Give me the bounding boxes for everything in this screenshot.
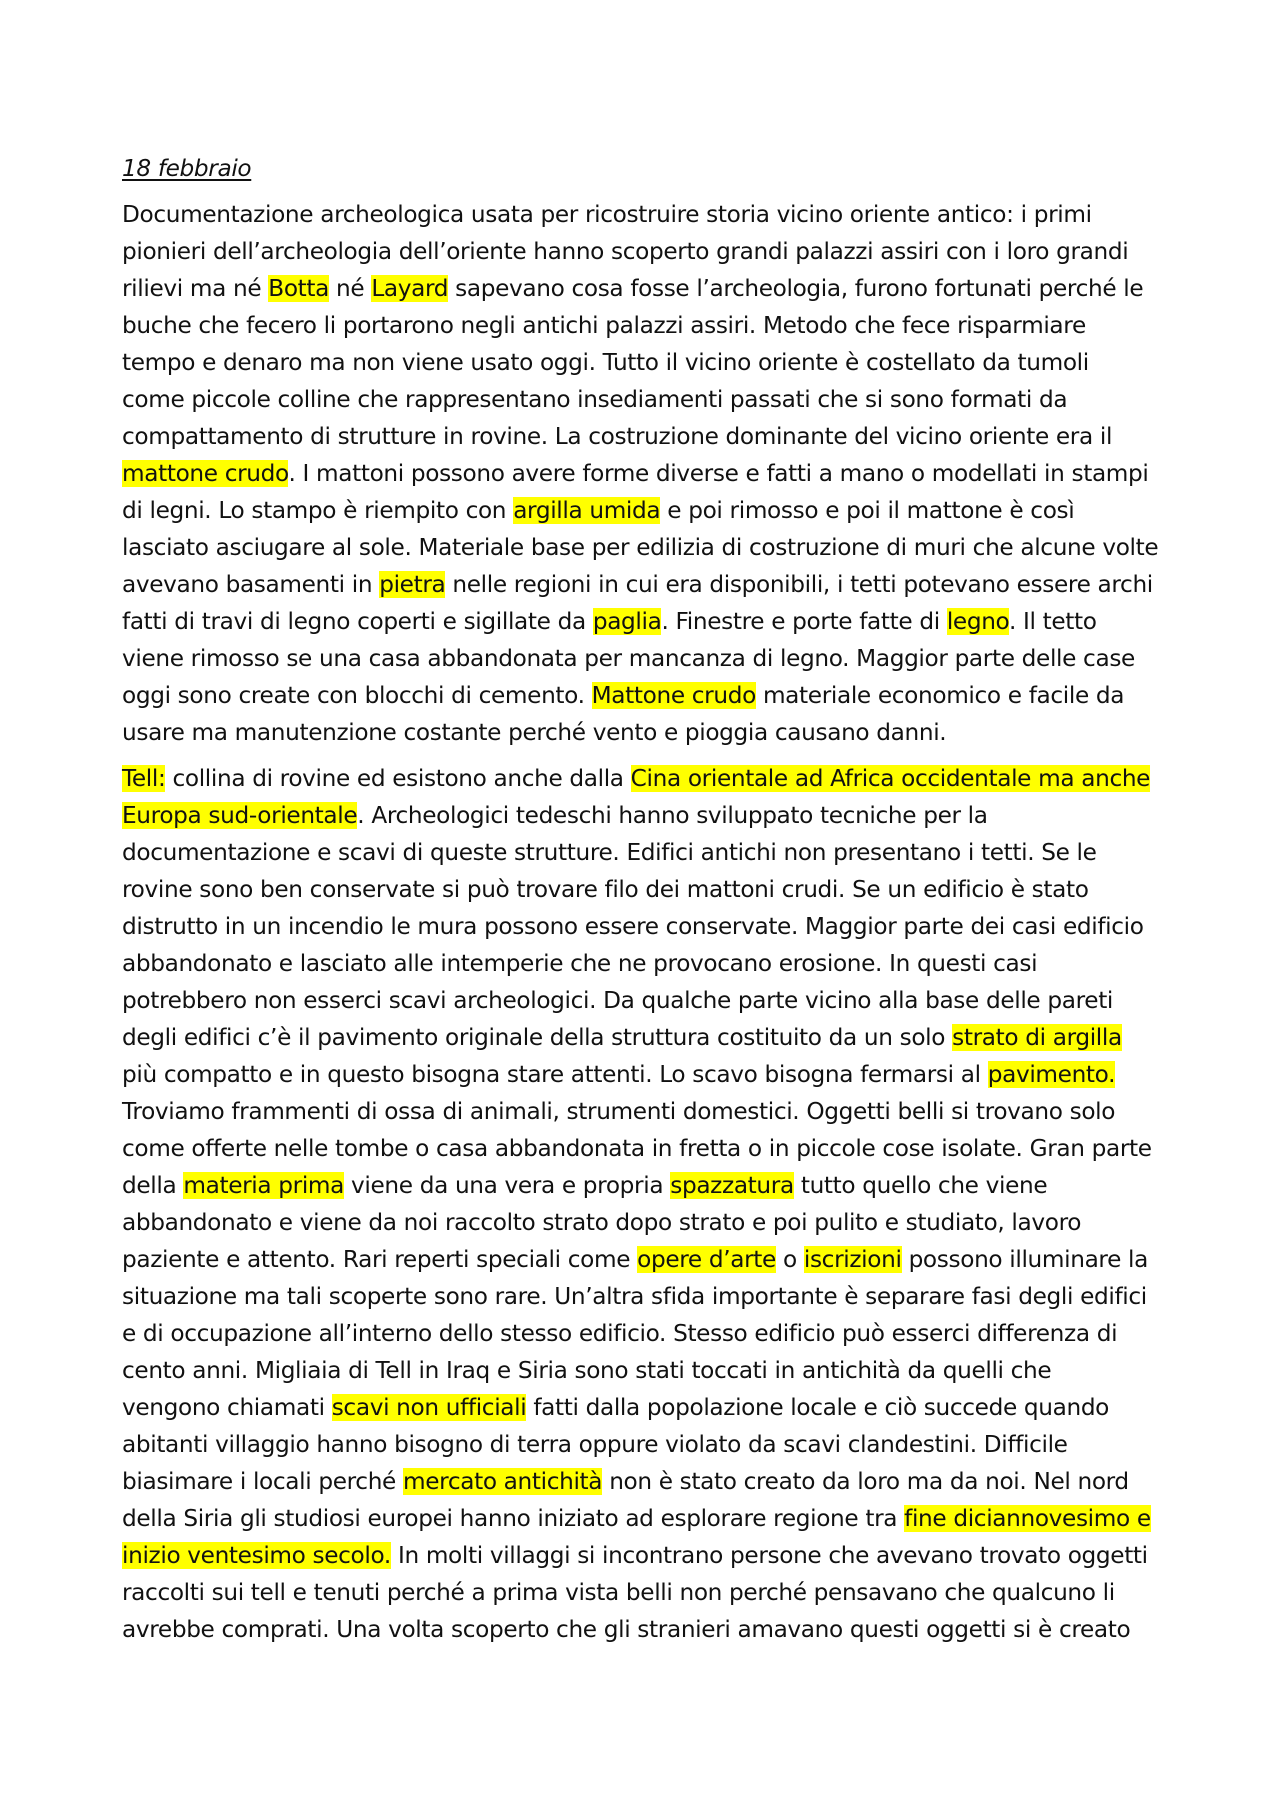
text-segment: viene da una vera e propria <box>344 1172 671 1199</box>
text-line <box>122 603 1172 640</box>
text-segment: possono illuminare la <box>901 1246 1148 1273</box>
text-segment: avevano basamenti in <box>122 571 380 598</box>
text-line <box>122 381 1172 418</box>
text-segment: degli edifici c’è il pavimento originale della struttura costituito da un solo <box>122 1024 953 1051</box>
text-segment: usare ma manutenzione costante perché vento e pioggia causano danni. <box>122 719 947 746</box>
text-segment: Documentazione archeologica usata per ricostruire storia vicino oriente antico: i primi <box>122 201 1092 228</box>
text-line <box>122 1241 1172 1278</box>
text-segment: biasimare i locali perché <box>122 1468 403 1495</box>
text-line <box>122 1093 1172 1130</box>
text-segment: viene rimosso se una casa abbandonata per mancanza di legno. Maggior parte delle case <box>122 645 1135 672</box>
highlighted-text: strato di argilla <box>952 1024 1122 1051</box>
text-segment: tutto quello che viene <box>793 1172 1048 1199</box>
text-segment: di legni. Lo stampo è riempito con <box>122 497 514 524</box>
text-segment: nelle regioni in cui era disponibili, i tetti potevano essere archi <box>445 571 1153 598</box>
paragraph <box>122 196 1172 751</box>
text-segment: rilievi ma né <box>122 275 269 302</box>
text-segment: fatti di travi di legno coperti e sigillate da <box>122 608 593 635</box>
paragraph <box>122 760 1172 1648</box>
text-line <box>122 945 1172 982</box>
highlighted-text: spazzatura <box>670 1172 794 1199</box>
text-segment: vengono chiamati <box>122 1394 332 1421</box>
text-segment: . I mattoni possono avere forme diverse e fatti a mano o modellati in stampi <box>288 460 1149 487</box>
text-segment: abbandonato e lasciato alle intemperie che ne provocano erosione. In questi casi <box>122 950 1038 977</box>
highlighted-text: legno <box>946 608 1009 635</box>
highlighted-text: pietra <box>379 571 446 598</box>
text-line <box>122 640 1172 677</box>
text-segment: come offerte nelle tombe o casa abbandonata in fretta o in piccole cose isolate. Gran parte <box>122 1135 1152 1162</box>
text-segment: Troviamo frammenti di ossa di animali, strumenti domestici. Oggetti belli si trovano solo <box>122 1098 1116 1125</box>
text-segment: cento anni. Migliaia di Tell in Iraq e Siria sono stati toccati in antichità da quelli che <box>122 1357 1052 1384</box>
text-line <box>122 1463 1172 1500</box>
highlighted-text: iscrizioni <box>803 1246 902 1273</box>
text-line <box>122 1611 1172 1648</box>
highlighted-text: mattone crudo <box>122 460 289 487</box>
highlighted-text: materia prima <box>183 1172 345 1199</box>
text-line <box>122 1315 1172 1352</box>
text-line <box>122 1574 1172 1611</box>
text-segment: rovine sono ben conservate si può trovare filo dei mattoni crudi. Se un edificio è stato <box>122 876 1089 903</box>
highlighted-text: pavimento. <box>987 1061 1116 1088</box>
highlighted-text: Mattone crudo <box>591 682 756 709</box>
highlighted-text: argilla umida <box>513 497 661 524</box>
text-segment: o <box>775 1246 804 1273</box>
text-line <box>122 871 1172 908</box>
text-segment: pionieri dell’archeologia dell’oriente hanno scoperto grandi palazzi assiri con i loro grandi <box>122 238 1129 265</box>
document-body <box>122 150 1172 1657</box>
text-segment: distrutto in un incendio le mura possono essere conservate. Maggior parte dei casi edificio <box>122 913 1144 940</box>
highlighted-text: Cina orientale ad Africa occidentale ma anche <box>630 765 1151 792</box>
text-segment: abitanti villaggio hanno bisogno di terra oppure violato da scavi clandestini. Difficile <box>122 1431 1068 1458</box>
text-line <box>122 982 1172 1019</box>
text-segment: . Archeologici tedeschi hanno sviluppato tecniche per la <box>357 802 988 829</box>
text-line <box>122 714 1172 751</box>
paragraphs-container <box>122 196 1172 1648</box>
highlighted-text: fine diciannovesimo e <box>904 1505 1151 1532</box>
highlighted-text: Europa sud-orientale <box>122 802 358 829</box>
highlighted-text: paglia <box>592 608 662 635</box>
text-segment: come piccole colline che rappresentano insediamenti passati che si sono formati da <box>122 386 1068 413</box>
highlighted-text: Botta <box>268 275 330 302</box>
text-line <box>122 1426 1172 1463</box>
text-line <box>122 344 1172 381</box>
text-line <box>122 1500 1172 1537</box>
text-segment: né <box>329 275 372 302</box>
text-line <box>122 797 1172 834</box>
text-segment: sapevano cosa fosse l’archeologia, furono fortunati perché le <box>448 275 1144 302</box>
text-line <box>122 566 1172 603</box>
text-line <box>122 307 1172 344</box>
text-line <box>122 834 1172 871</box>
text-line <box>122 760 1172 797</box>
text-segment: paziente e attento. Rari reperti speciali come <box>122 1246 638 1273</box>
text-line <box>122 1167 1172 1204</box>
text-line <box>122 677 1172 714</box>
text-line <box>122 418 1172 455</box>
text-segment: avrebbe comprati. Una volta scoperto che gli stranieri amavano questi oggetti si è creato <box>122 1616 1131 1643</box>
text-segment: e poi rimosso e poi il mattone è così <box>660 497 1075 524</box>
text-line <box>122 908 1172 945</box>
text-segment: lasciato asciugare al sole. Materiale base per edilizia di costruzione di muri che alcune volte <box>122 534 1159 561</box>
text-line <box>122 1019 1172 1056</box>
text-line <box>122 1352 1172 1389</box>
text-segment: e di occupazione all’interno dello stesso edificio. Stesso edificio può esserci differenza di <box>122 1320 1118 1347</box>
text-segment: buche che fecero li portarono negli antichi palazzi assiri. Metodo che fece risparmiare <box>122 312 1086 339</box>
highlighted-text: Layard <box>371 275 449 302</box>
text-line <box>122 455 1172 492</box>
highlighted-text: mercato antichità <box>403 1468 603 1495</box>
text-segment: tempo e denaro ma non viene usato oggi. Tutto il vicino oriente è costellato da tumoli <box>122 349 1089 376</box>
text-line <box>122 1130 1172 1167</box>
text-line <box>122 1204 1172 1241</box>
text-segment: non è stato creato da loro ma da noi. Nel nord <box>602 1468 1129 1495</box>
date-heading: 18 febbraio <box>122 155 252 182</box>
text-segment: raccolti sui tell e tenuti perché a prima vista belli non perché pensavano che qualcuno li <box>122 1579 1115 1606</box>
text-segment: collina di rovine ed esistono anche dalla <box>165 765 631 792</box>
highlighted-text: Tell: <box>122 765 166 792</box>
highlighted-text: inizio ventesimo secolo. <box>122 1542 391 1569</box>
text-segment: compattamento di strutture in rovine. La costruzione dominante del vicino oriente era il <box>122 423 1113 450</box>
text-segment: della <box>122 1172 184 1199</box>
text-line <box>122 1537 1172 1574</box>
text-segment: più compatto e in questo bisogna stare attenti. Lo scavo bisogna fermarsi al <box>122 1061 988 1088</box>
text-line <box>122 1278 1172 1315</box>
text-line <box>122 492 1172 529</box>
text-segment: . Il tetto <box>1008 608 1097 635</box>
text-line <box>122 196 1172 233</box>
text-line <box>122 1389 1172 1426</box>
text-line <box>122 270 1172 307</box>
text-segment: materiale economico e facile da <box>755 682 1125 709</box>
text-segment: In molti villaggi si incontrano persone che avevano trovato oggetti <box>390 1542 1148 1569</box>
text-segment: . Finestre e porte fatte di <box>661 608 947 635</box>
text-line <box>122 1056 1172 1093</box>
text-segment: situazione ma tali scoperte sono rare. Un’altra sfida importante è separare fasi degli edifici <box>122 1283 1147 1310</box>
text-segment: potrebbero non esserci scavi archeologici. Da qualche parte vicino alla base delle pareti <box>122 987 1114 1014</box>
text-segment: fatti dalla popolazione locale e ciò succede quando <box>526 1394 1110 1421</box>
highlighted-text: opere d’arte <box>637 1246 776 1273</box>
text-segment: oggi sono create con blocchi di cemento. <box>122 682 592 709</box>
text-line <box>122 529 1172 566</box>
highlighted-text: scavi non ufficiali <box>331 1394 527 1421</box>
text-segment: abbandonato e viene da noi raccolto strato dopo strato e poi pulito e studiato, lavoro <box>122 1209 1082 1236</box>
text-segment: documentazione e scavi di queste strutture. Edifici antichi non presentano i tetti. Se le <box>122 839 1097 866</box>
text-line <box>122 233 1172 270</box>
text-segment: della Siria gli studiosi europei hanno iniziato ad esplorare regione tra <box>122 1505 905 1532</box>
